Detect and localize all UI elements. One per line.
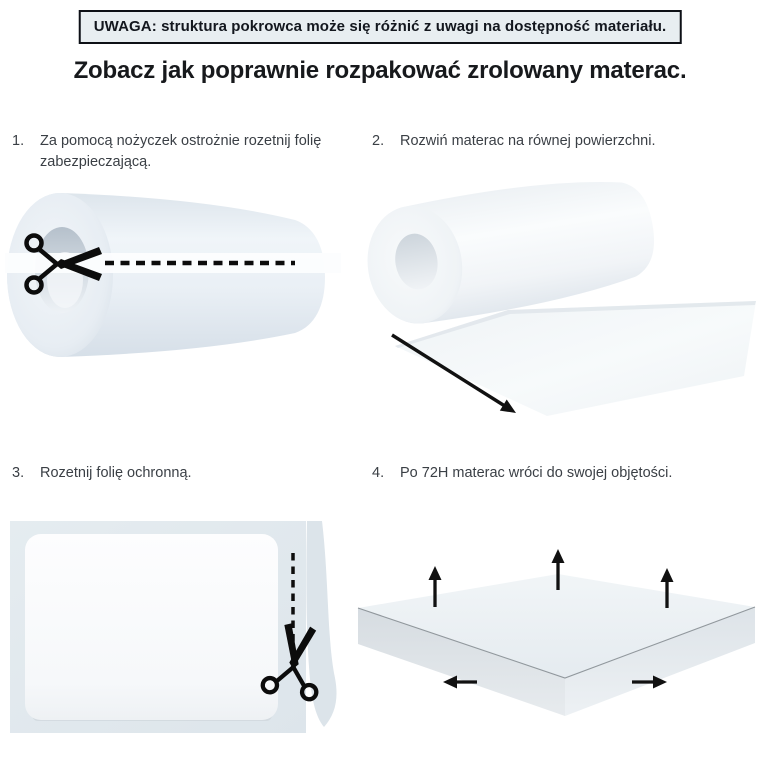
flat-mattress [25, 534, 278, 720]
step-2-number: 2. [372, 133, 385, 149]
mattress-unrolling-illustration [360, 160, 760, 425]
warning-banner [79, 10, 682, 44]
step-3-caption [12, 463, 360, 484]
step-4-number: 4. [372, 465, 385, 481]
step-4-caption [372, 463, 754, 484]
step-1-caption [12, 131, 360, 173]
rolled-mattress-cut-illustration [5, 190, 345, 405]
mattress-expanding-illustration [355, 540, 760, 750]
step-3-number: 3. [12, 465, 25, 481]
foil-flap [306, 521, 336, 727]
step-4-label: Po 72H materac wróci do swojej objętości. [400, 465, 673, 481]
page-title: Zobacz jak poprawnie rozpakować zrolowany materac. [73, 57, 687, 84]
step-2-label: Rozwiń materac na równej powierzchni. [400, 133, 656, 149]
flat-foil-cut-illustration [8, 515, 353, 750]
step-1-number: 1. [12, 133, 25, 149]
step-2-caption [372, 131, 754, 152]
step-3-label: Rozetnij folię ochronną. [40, 465, 192, 481]
warning-banner-text: UWAGA: struktura pokrowca może się różnić z uwagi na dostępność materiału. [93, 18, 667, 35]
step-1-label: Za pomocą nożyczek ostrożnie rozetnij folię zabezpieczającą. [40, 133, 322, 170]
